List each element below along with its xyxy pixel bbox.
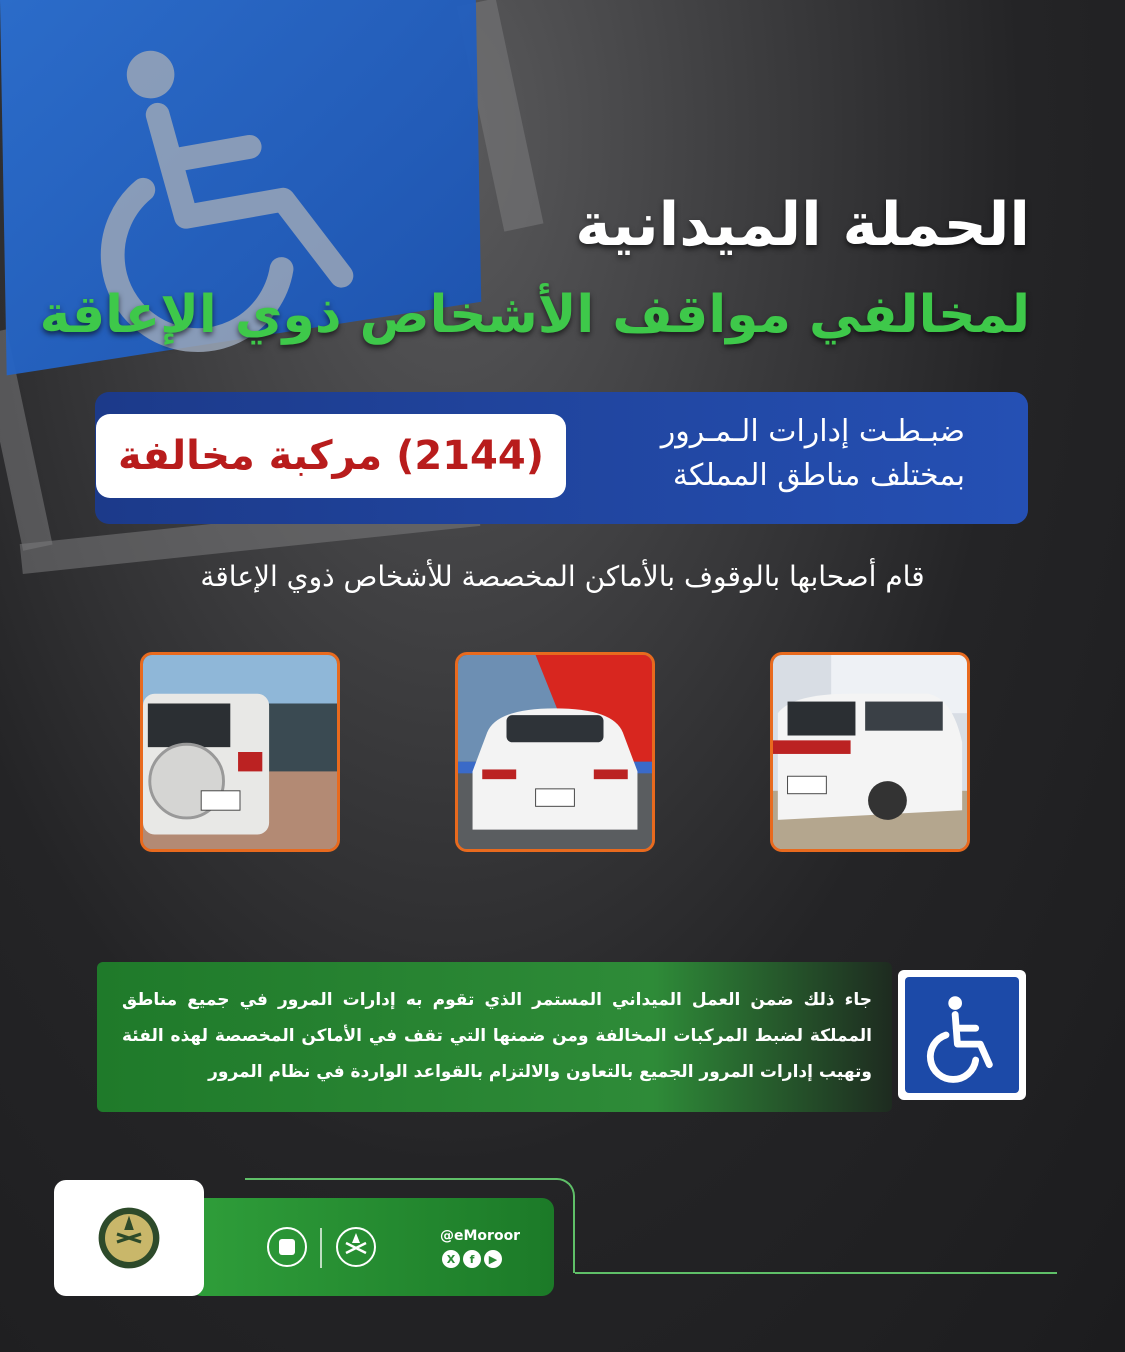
interior-ministry-logo-icon (334, 1225, 378, 1269)
car-photo-illustration (773, 655, 967, 849)
page-subtitle: لمخالفي مواقف الأشخاص ذوي الإعاقة (39, 285, 1030, 345)
violation-photo-2 (455, 652, 655, 852)
footer-logo-card (54, 1180, 204, 1296)
banner-line-2: بمختلف مناطق المملكة (672, 458, 965, 493)
violation-photo-1 (140, 652, 340, 852)
description-text: قام أصحابها بالوقوف بالأماكن المخصصة للأشخاص ذوي الإعاقة (200, 560, 925, 593)
page-title: الحملة الميدانية (575, 190, 1030, 260)
facebook-icon[interactable]: f (463, 1250, 481, 1268)
traffic-department-logo-icon (265, 1225, 309, 1269)
banner-text (605, 410, 965, 498)
traffic-police-emblem-icon (89, 1198, 169, 1278)
footer-decor-line (575, 1272, 1057, 1274)
wheelchair-icon (905, 977, 1019, 1093)
car-photo-illustration (143, 655, 337, 849)
info-text: جاء ذلك ضمن العمل الميداني المستمر الذي تقوم به إدارات المرور في جميع مناطق المملكة لضبط المركبات المخالفة ومن ضمنها التي تقف في الأماكن المخصصة لهذه الفئة وتهيب إدارات المرور الجميع بالتعاون والالتزام بالقواعد الواردة في نظام المرور (122, 990, 872, 1082)
footer-divider (320, 1228, 322, 1268)
accessibility-badge-inner (905, 977, 1019, 1093)
car-photo-illustration (458, 655, 652, 849)
youtube-icon[interactable]: ▶ (484, 1250, 502, 1268)
banner-line-1: ضبـطـت إدارات الـمـرور (660, 414, 965, 449)
social-icons (442, 1250, 502, 1268)
social-handle[interactable]: @eMoroor (440, 1228, 521, 1244)
violation-photo-3 (770, 652, 970, 852)
x-icon[interactable]: X (442, 1250, 460, 1268)
violation-count: (2144) مركبة مخالفة (96, 414, 566, 498)
